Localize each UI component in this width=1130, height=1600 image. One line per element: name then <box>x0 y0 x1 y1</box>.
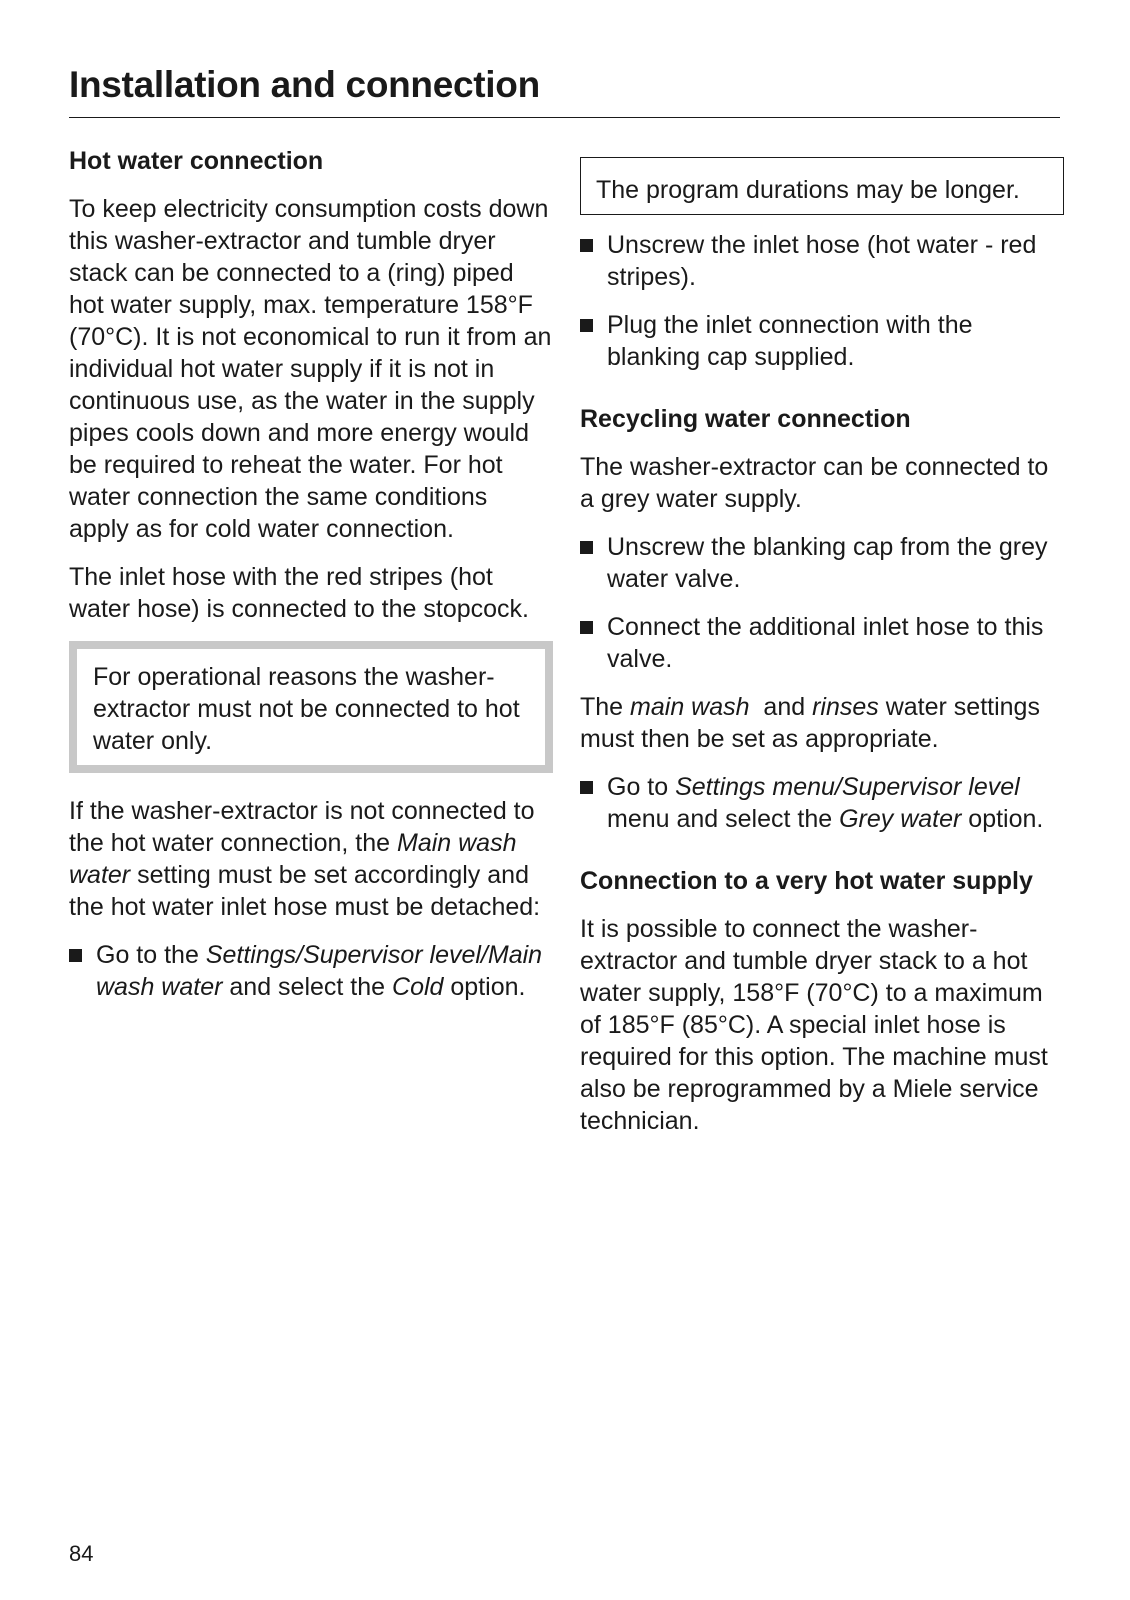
square-bullet-icon <box>580 319 593 332</box>
recycling-paragraph-1: The washer-extractor can be connected to a grey water supply. <box>580 453 1049 513</box>
title-divider <box>69 117 1060 118</box>
operational-note-box <box>69 641 553 773</box>
bullet-item <box>580 771 1064 835</box>
very-hot-water-heading: Connection to a very hot water supply <box>580 867 1033 895</box>
paragraph-2-text-2: and <box>749 693 813 721</box>
bullet-text-2: and select the <box>222 973 393 1001</box>
square-bullet-icon <box>580 621 593 634</box>
rinses-term: rinses <box>812 693 879 721</box>
operational-note-text: For operational reasons the washer-extractor must not be connected to hot water only. <box>93 663 520 755</box>
grey-water-term: Grey water <box>839 805 962 833</box>
main-wash-term: main wash <box>630 693 750 721</box>
hot-water-paragraph-3 <box>69 795 553 923</box>
bullet-item <box>580 611 1064 675</box>
square-bullet-icon <box>69 949 82 962</box>
hot-water-heading: Hot water connection <box>69 147 324 175</box>
bullet-text-3: option. <box>961 805 1044 833</box>
paragraph-3-text-1: If the washer-extractor is not connected to the hot water connection, the <box>69 797 535 857</box>
left-column <box>69 145 553 1019</box>
hot-water-paragraph-2: The inlet hose with the red stripes (hot water hose) is connected to the stopcock. <box>69 563 529 623</box>
right-column <box>580 145 1064 1153</box>
page-number: 84 <box>69 1541 94 1566</box>
page-title: Installation and connection <box>69 64 540 105</box>
paragraph-2-text-3: water settings must then be set as appropriate. <box>580 693 1040 753</box>
bullet-text-1: Go to the <box>96 941 206 969</box>
bullet-text-1: Go to <box>607 773 676 801</box>
bullet-text: Connect the additional inlet hose to this valve. <box>607 613 1044 673</box>
bullet-text: Plug the inlet connection with the blanking cap supplied. <box>607 311 973 371</box>
square-bullet-icon <box>580 239 593 252</box>
settings-path-term: Settings/Supervisor level/Main wash water <box>96 941 543 1001</box>
program-duration-note-box <box>580 157 1064 215</box>
square-bullet-icon <box>580 541 593 554</box>
bullet-item <box>69 939 553 1003</box>
bullet-text-3: option. <box>443 973 526 1001</box>
paragraph-3-text-2: setting must be set accordingly and the hot water inlet hose must be detached: <box>69 861 541 921</box>
bullet-text-2: menu and select the <box>607 805 840 833</box>
bullet-text: Unscrew the inlet hose (hot water - red stripes). <box>607 231 1037 291</box>
bullet-item <box>580 229 1064 293</box>
square-bullet-icon <box>580 781 593 794</box>
bullet-item <box>580 531 1064 595</box>
settings-menu-term: Settings menu/Supervisor level <box>675 773 1020 801</box>
bullet-text: Unscrew the blanking cap from the grey water valve. <box>607 533 1048 593</box>
very-hot-water-paragraph: It is possible to connect the washer-extractor and tumble dryer stack to a hot water supply, 158°F (70°C) to a maximum of 185°F (85°C). A special inlet hose is required for this option. The machine must also be reprogrammed by a Miele service technician. <box>580 915 1048 1135</box>
paragraph-2-text-1: The <box>580 693 631 721</box>
program-duration-note-text: The program durations may be longer. <box>596 176 1020 204</box>
hot-water-paragraph-1: To keep electricity consumption costs down this washer-extractor and tumble dryer stack can be connected to a (ring) piped hot water supply, max. temperature 158°F (70°C). It is not economical to run it from an individual hot water supply if it is not in continuous use, as the water in the supply pipes cools down and more energy would be required to reheat the water. For hot water connection the same conditions apply as for cold water connection. <box>69 195 552 543</box>
recycling-paragraph-2 <box>580 691 1064 755</box>
bullet-item <box>580 309 1064 373</box>
main-wash-water-term: Main wash water <box>69 829 517 889</box>
cold-term: Cold <box>392 973 444 1001</box>
recycling-heading: Recycling water connection <box>580 405 911 433</box>
